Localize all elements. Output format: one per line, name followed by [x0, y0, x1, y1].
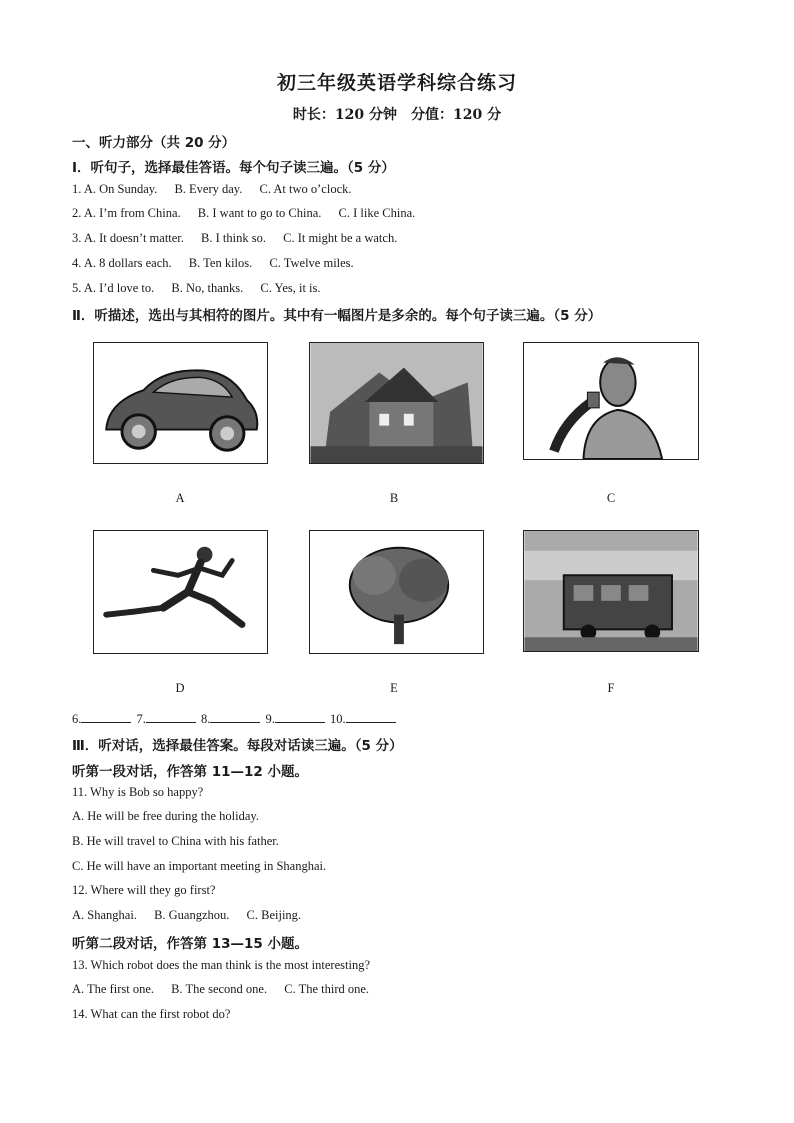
answer-blank[interactable] [275, 711, 325, 723]
picture-label-c: C [606, 491, 616, 505]
tree-icon [310, 531, 483, 653]
section2-heading: Ⅱ．听描述，选出与其相符的图片。其中有一幅图片是多余的。每个句子读三遍。（5 分） [72, 308, 602, 324]
question-14: 14. What can the first robot do? [72, 1007, 231, 1021]
picture-d [93, 530, 268, 654]
answer-blank[interactable] [210, 711, 260, 723]
car-icon [94, 343, 267, 463]
question-11: 11. Why is Bob so happy? [72, 785, 204, 799]
option-c: C. Yes, it is. [260, 281, 321, 295]
picture-label-d: D [175, 681, 185, 695]
picture-b [309, 342, 484, 464]
picture-c [523, 342, 699, 460]
option-a: A. Shanghai. [72, 908, 137, 922]
answer-blank[interactable] [146, 711, 196, 723]
option-b: B. The second one. [171, 982, 268, 996]
question-13-options [72, 982, 369, 997]
q11-option-a: A. He will be free during the holiday. [72, 809, 259, 823]
option-c: C. Beijing. [246, 908, 302, 922]
question-12-options [72, 908, 301, 923]
option-a: A. I’d love to. [83, 281, 155, 295]
option-a: A. 8 dollars each. [83, 256, 172, 270]
blank-label: 7. [136, 712, 146, 726]
picture-f [523, 530, 699, 652]
page-title: 初三年级英语学科综合练习 [276, 72, 517, 94]
option-c: C. It might be a watch. [283, 231, 398, 245]
page-subtitle: 时长：120 分钟 分值：120 分 [292, 107, 502, 123]
picture-label-f: F [607, 681, 615, 695]
option-a: A. On Sunday. [83, 182, 158, 196]
answer-blank[interactable] [81, 711, 131, 723]
dialogue1-heading: 听第一段对话，作答第 11—12 小题。 [72, 764, 308, 780]
option-a: A. The first one. [72, 982, 155, 996]
q11-option-b: B. He will travel to China with his father. [72, 834, 279, 848]
option-b: B. I want to go to China. [197, 206, 322, 220]
question-number: 1. [72, 182, 82, 196]
question-2 [72, 206, 415, 221]
question-4 [72, 256, 354, 271]
option-b: B. Every day. [174, 182, 243, 196]
picture-label-e: E [390, 681, 398, 695]
question-5 [72, 281, 321, 296]
question-12: 12. Where will they go first? [72, 883, 216, 897]
picture-label-a: A [175, 491, 185, 505]
option-b: B. I think so. [201, 231, 266, 245]
blank-label: 8. [201, 712, 211, 726]
blank-label: 6. [72, 712, 82, 726]
answer-blank[interactable] [346, 711, 396, 723]
picture-a [93, 342, 268, 464]
option-c: C. Twelve miles. [269, 256, 354, 270]
option-c: C. I like China. [338, 206, 416, 220]
picture-label-b: B [389, 491, 399, 505]
option-b: B. Guangzhou. [154, 908, 230, 922]
option-b: B. No, thanks. [171, 281, 244, 295]
dialogue2-heading: 听第二段对话，作答第 13—15 小题。 [72, 936, 308, 952]
question-number: 2. [72, 206, 82, 220]
blank-label: 10. [330, 712, 346, 726]
house-icon [310, 343, 483, 463]
question-1 [72, 182, 352, 197]
option-a: A. I’m from China. [83, 206, 181, 220]
option-c: C. The third one. [284, 982, 370, 996]
option-b: B. Ten kilos. [188, 256, 253, 270]
question-3 [72, 231, 397, 246]
runner-icon [94, 531, 267, 653]
section1-heading: Ⅰ．听句子，选择最佳答语。每个句子读三遍。（5 分） [72, 160, 395, 176]
part1-heading: 一、听力部分（共 20 分） [72, 135, 236, 151]
man-drinking-icon [524, 343, 698, 459]
question-13: 13. Which robot does the man think is the most interesting? [72, 958, 370, 972]
answer-blanks [72, 711, 398, 727]
question-number: 5. [72, 281, 82, 295]
q11-option-c: C. He will have an important meeting in Shanghai. [72, 859, 327, 873]
option-c: C. At two o’clock. [259, 182, 352, 196]
option-a: A. It doesn’t matter. [83, 231, 184, 245]
section3-heading: Ⅲ．听对话，选择最佳答案。每段对话读三遍。（5 分） [72, 738, 403, 754]
picture-e [309, 530, 484, 654]
blank-label: 9. [265, 712, 275, 726]
bus-icon [524, 531, 698, 651]
question-number: 3. [72, 231, 82, 245]
question-number: 4. [72, 256, 82, 270]
